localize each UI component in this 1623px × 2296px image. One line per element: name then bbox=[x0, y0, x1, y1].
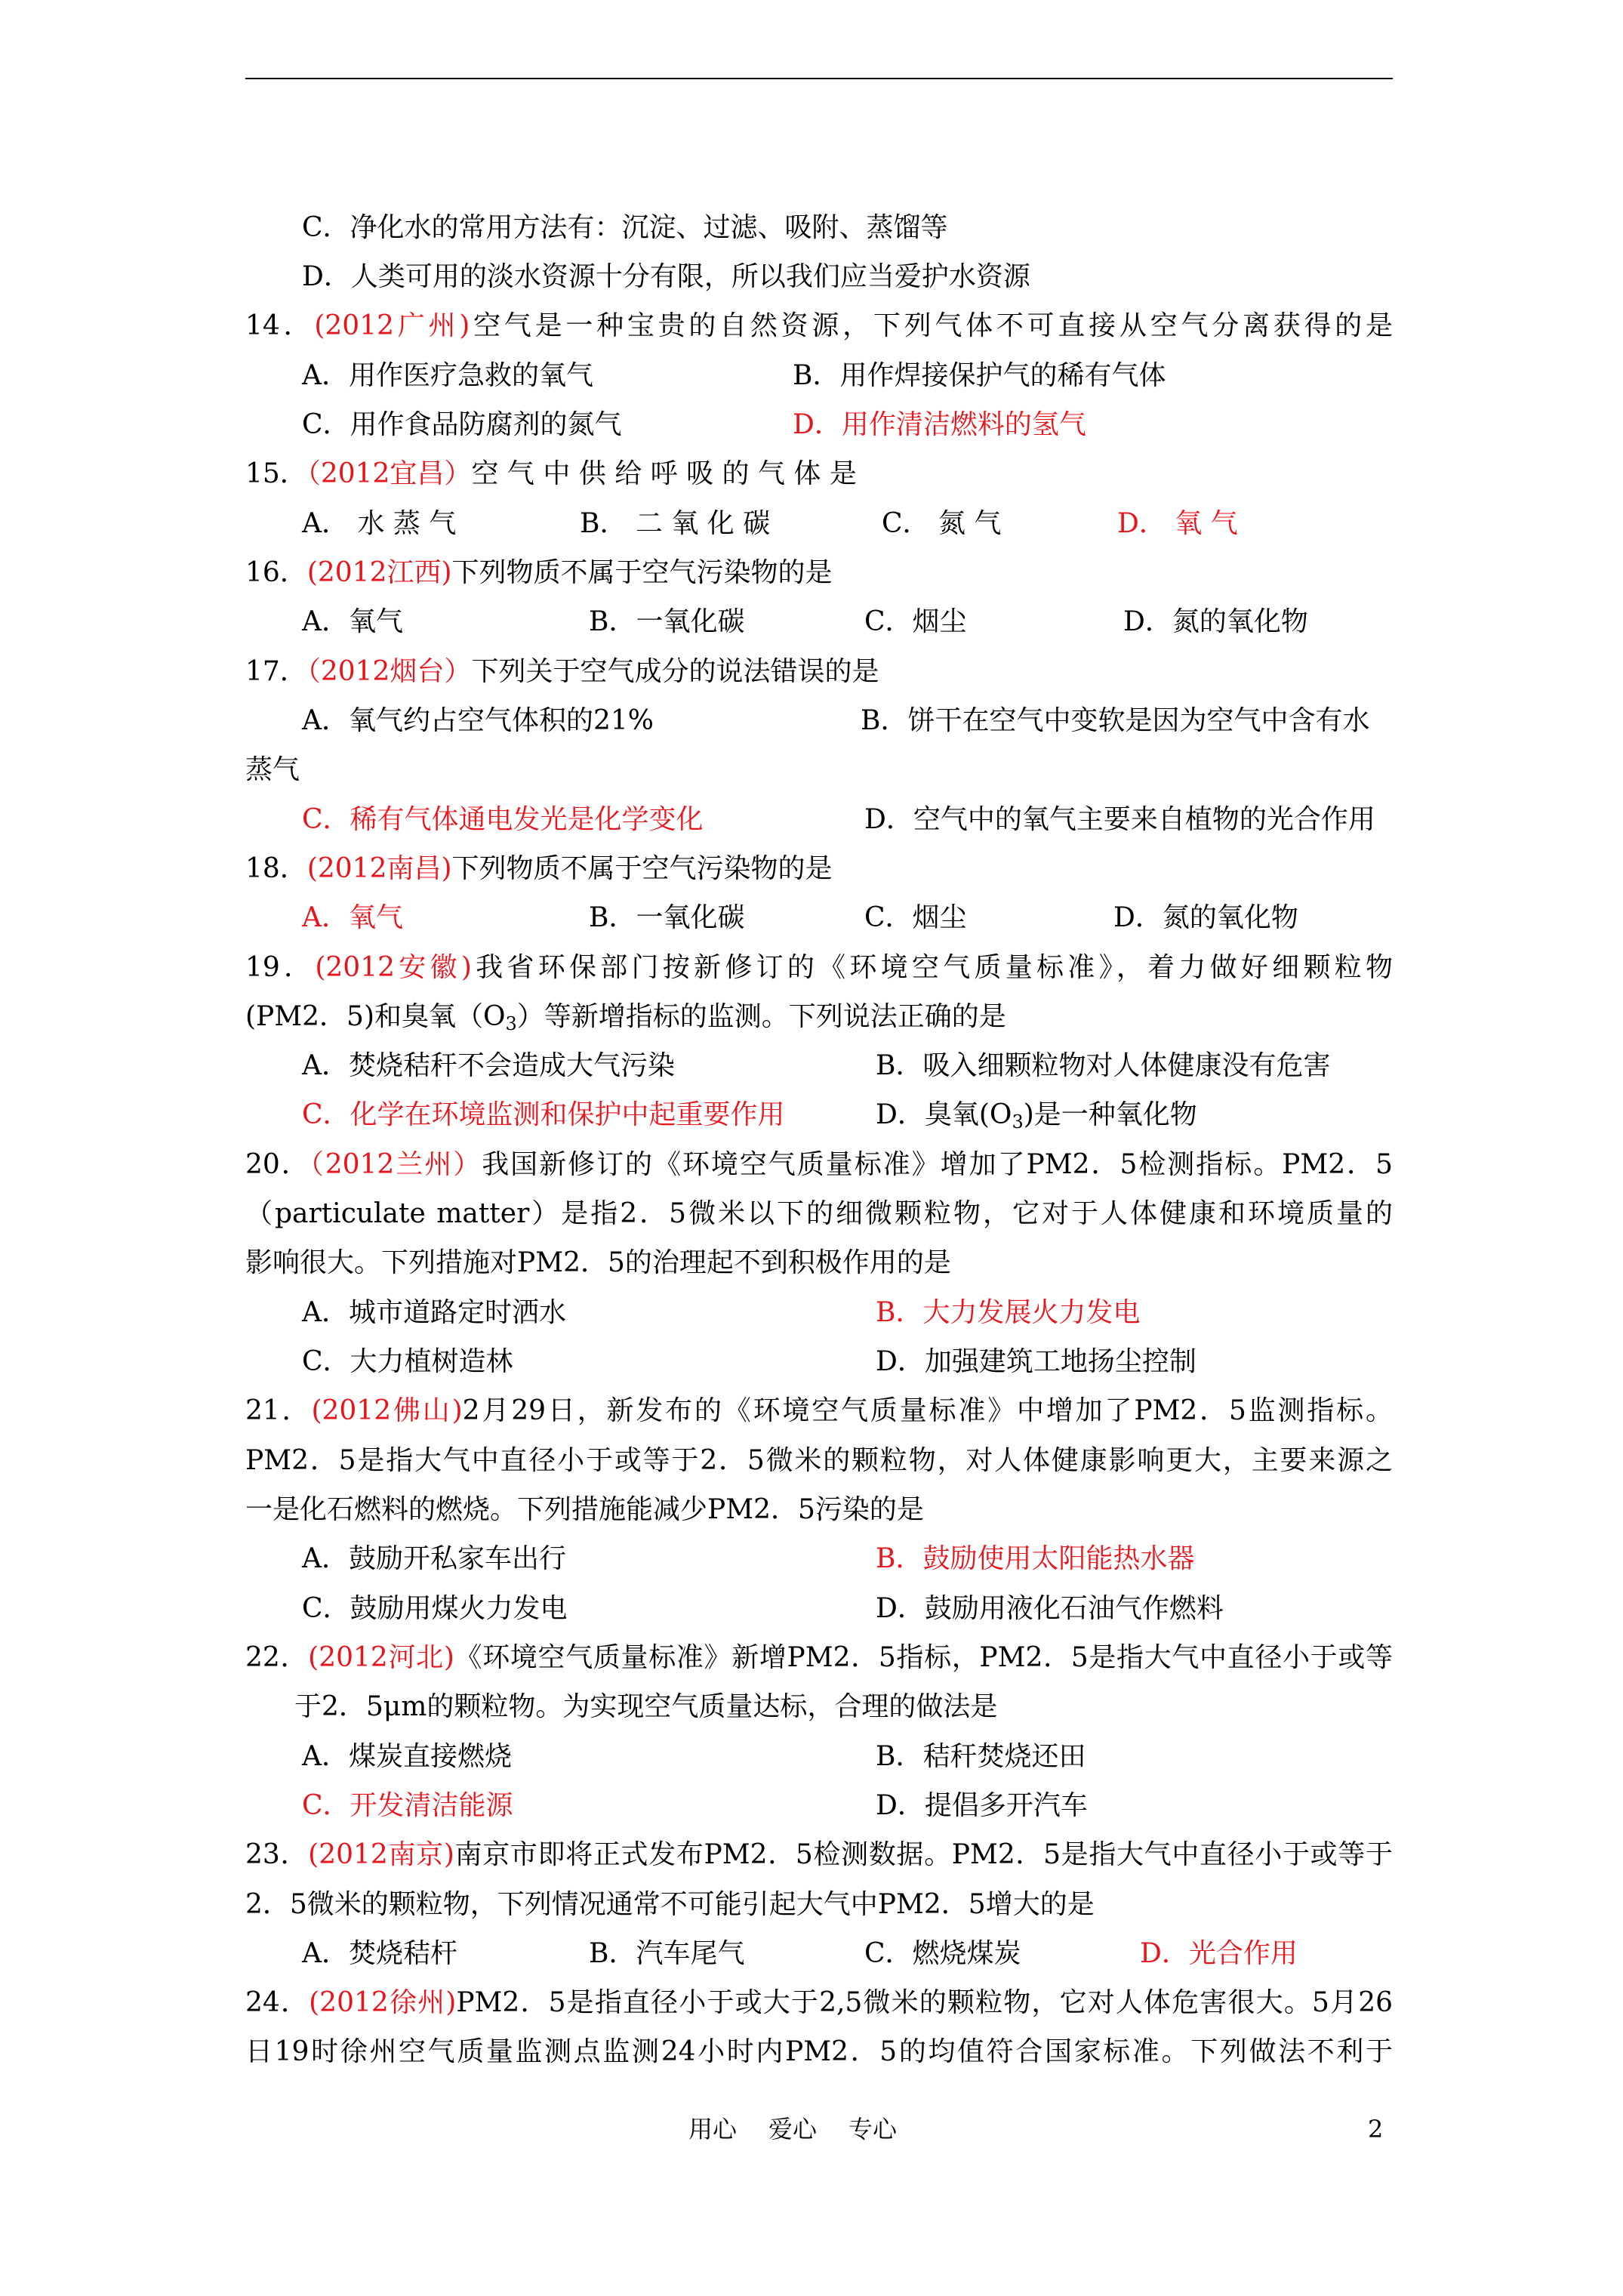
text-run: B．汽车尾气 bbox=[589, 1938, 745, 1969]
text-line bbox=[245, 852, 833, 886]
text-run: PM2．5是指大气中直径小于或等于2．5微米的颗粒物，对人体健康影响更大，主要来源之 bbox=[245, 1445, 1393, 1476]
text-run: D．臭氧(O bbox=[876, 1099, 1012, 1130]
highlighted-text: C．稀有气体通电发光是化学变化 bbox=[302, 804, 704, 835]
text-line bbox=[302, 1049, 675, 1083]
highlighted-text: （2012烟台） bbox=[306, 656, 472, 687]
text-line bbox=[876, 1345, 1196, 1379]
text-run: C．燃烧煤炭 bbox=[864, 1938, 1021, 1969]
text-run: 空气是一种宝贵的自然资源，下列气体不可直接从空气分离获得的是 bbox=[470, 310, 1393, 341]
text-line bbox=[580, 507, 770, 541]
text-run: B．一氧化碳 bbox=[589, 902, 745, 933]
highlighted-text: D．光合作用 bbox=[1140, 1938, 1298, 1969]
text-line bbox=[864, 1937, 1021, 1971]
text-run: B．饼干在空气中变软是因为空气中含有水 bbox=[861, 705, 1370, 736]
text-run: A．氧气 bbox=[302, 606, 403, 637]
text-line bbox=[245, 1493, 924, 1527]
text-line bbox=[245, 1641, 1393, 1675]
text-line bbox=[589, 1937, 744, 1971]
highlighted-text: (2012广州) bbox=[314, 310, 470, 341]
text-line bbox=[302, 704, 654, 738]
text-run: A．鼓励开私家车出行 bbox=[302, 1543, 566, 1574]
page-number: 2 bbox=[1368, 2115, 1384, 2143]
text-line bbox=[245, 1000, 1006, 1034]
text-run: C．净化水的常用方法有：沉淀、过滤、吸附、蒸馏等 bbox=[302, 212, 948, 243]
text-line bbox=[245, 1986, 1393, 2020]
text-line bbox=[864, 606, 967, 639]
text-line bbox=[245, 1247, 951, 1280]
highlighted-text: D． 氧 气 bbox=[1117, 508, 1238, 539]
text-line bbox=[302, 1345, 513, 1379]
text-run: C．鼓励用煤火力发电 bbox=[302, 1593, 568, 1624]
text-run: ）等新增指标的监测。下列说法正确的是 bbox=[516, 1001, 1006, 1032]
text-line bbox=[245, 951, 1393, 985]
text-line bbox=[245, 1444, 1393, 1478]
highlighted-text: (2012徐州) bbox=[309, 1987, 457, 2018]
text-run: A．氧气约占空气体积的21% bbox=[302, 705, 654, 736]
text-line bbox=[245, 2036, 1393, 2069]
text-line bbox=[245, 1197, 1393, 1231]
text-line bbox=[294, 1690, 997, 1724]
text-line bbox=[302, 408, 622, 442]
text-line bbox=[302, 1099, 785, 1132]
text-run: D．提倡多开汽车 bbox=[876, 1790, 1088, 1821]
text-run: 下列关于空气成分的说法错误的是 bbox=[471, 656, 879, 687]
text-run: A．用作医疗急救的氧气 bbox=[302, 360, 593, 391]
text-line bbox=[302, 606, 403, 639]
text-line bbox=[302, 901, 403, 935]
highlighted-text: (2012南京) bbox=[308, 1839, 454, 1870]
text-run: D．鼓励用液化石油气作燃料 bbox=[876, 1593, 1224, 1624]
text-line bbox=[245, 655, 879, 689]
text-run: 南京市即将正式发布PM2．5检测数据。PM2．5是指大气中直径小于或等于 bbox=[454, 1839, 1393, 1870]
text-run: 我国新修订的《环境空气质量标准》增加了PM2．5检测指标。PM2．5 bbox=[482, 1149, 1393, 1180]
subscript: 3 bbox=[1012, 1111, 1024, 1133]
text-run: 2．5微米的颗粒物，下列情况通常不可能引起大气中PM2．5增大的是 bbox=[245, 1889, 1095, 1920]
text-run: A． 水 蒸 气 bbox=[302, 508, 457, 539]
text-line bbox=[245, 556, 833, 590]
text-run: 下列物质不属于空气污染物的是 bbox=[451, 557, 833, 588]
highlighted-text: （2012宜昌） bbox=[306, 458, 472, 489]
text-line bbox=[302, 1542, 566, 1576]
text-run: 16． bbox=[245, 557, 307, 588]
text-line bbox=[876, 1740, 1086, 1774]
text-run: D．氮的氧化物 bbox=[1113, 902, 1298, 933]
text-line bbox=[589, 901, 744, 935]
text-run: A．焚烧秸杆 bbox=[302, 1938, 457, 1969]
highlighted-text: (2012佛山) bbox=[311, 1395, 463, 1426]
text-run: C．用作食品防腐剂的氮气 bbox=[302, 409, 622, 440]
text-run: 下列物质不属于空气污染物的是 bbox=[451, 853, 833, 884]
highlighted-text: (2012南昌) bbox=[306, 853, 452, 884]
text-run: 蒸气 bbox=[245, 754, 300, 785]
text-line bbox=[245, 1395, 1393, 1428]
text-run: A．城市道路定时洒水 bbox=[302, 1297, 566, 1328]
highlighted-text: B．大力发展火力发电 bbox=[876, 1297, 1141, 1328]
text-run: 20． bbox=[245, 1149, 310, 1180]
text-line bbox=[876, 1099, 1197, 1132]
highlighted-text: C．开发清洁能源 bbox=[302, 1790, 513, 1821]
text-line bbox=[302, 803, 704, 837]
text-run: (PM2．5)和臭氧（O bbox=[245, 1001, 506, 1032]
text-line bbox=[302, 1937, 457, 1971]
text-line bbox=[302, 1592, 568, 1626]
text-run: B．用作焊接保护气的稀有气体 bbox=[793, 360, 1166, 391]
text-run: 影响很大。下列措施对PM2．5的治理起不到积极作用的是 bbox=[245, 1247, 951, 1278]
text-line bbox=[1123, 606, 1308, 639]
text-run: 一是化石燃料的燃烧。下列措施能减少PM2．5污染的是 bbox=[245, 1494, 924, 1525]
text-run: 2月29日，新发布的《环境空气质量标准》中增加了PM2．5监测指标。 bbox=[462, 1395, 1393, 1426]
text-run: C．大力植树造林 bbox=[302, 1346, 513, 1377]
text-line bbox=[864, 901, 967, 935]
text-run: 于2．5μm的颗粒物。为实现空气质量达标，合理的做法是 bbox=[294, 1691, 998, 1722]
text-run: 22． bbox=[245, 1642, 309, 1673]
text-line bbox=[1113, 901, 1298, 935]
text-run: （particulate matter）是指2．5微米以下的细微颗粒物，它对于人体健康和环境质量的 bbox=[245, 1198, 1393, 1229]
text-line bbox=[876, 1592, 1224, 1626]
text-line bbox=[1140, 1937, 1298, 1971]
text-run: 14． bbox=[245, 310, 315, 341]
subscript: 3 bbox=[505, 1013, 517, 1034]
text-line bbox=[302, 1296, 566, 1330]
text-run: )是一种氧化物 bbox=[1023, 1099, 1197, 1130]
text-run: 空 气 中 供 给 呼 吸 的 气 体 是 bbox=[471, 458, 857, 489]
text-line bbox=[302, 260, 1030, 294]
text-line bbox=[245, 458, 857, 491]
text-run: B．吸入细颗粒物对人体健康没有危害 bbox=[876, 1050, 1331, 1081]
text-line bbox=[882, 507, 1001, 541]
text-line bbox=[876, 1049, 1330, 1083]
footer-motto-2: 爱心 bbox=[768, 2115, 818, 2143]
footer-motto-3: 专心 bbox=[848, 2115, 898, 2143]
text-line bbox=[302, 507, 456, 541]
highlighted-text: （2012兰州） bbox=[310, 1149, 482, 1180]
highlighted-text: D．用作清洁燃料的氢气 bbox=[793, 409, 1086, 440]
highlighted-text: (2012江西) bbox=[306, 557, 452, 588]
text-run: B．秸秆焚烧还田 bbox=[876, 1741, 1086, 1772]
text-line bbox=[876, 1296, 1140, 1330]
text-line bbox=[793, 408, 1086, 442]
text-run: D．空气中的氧气主要来自植物的光合作用 bbox=[864, 804, 1375, 835]
text-run: B． 二 氧 化 碳 bbox=[580, 508, 771, 539]
highlighted-text: C．化学在环境监测和保护中起重要作用 bbox=[302, 1099, 785, 1130]
text-line bbox=[864, 803, 1375, 837]
text-line bbox=[245, 1148, 1393, 1182]
text-run: 23． bbox=[245, 1839, 309, 1870]
highlighted-text: (2012安徽) bbox=[315, 952, 472, 983]
text-run: 21． bbox=[245, 1395, 312, 1426]
text-run: 19． bbox=[245, 952, 316, 983]
text-line bbox=[1117, 507, 1238, 541]
text-line bbox=[589, 606, 744, 639]
text-run: 24． bbox=[245, 1987, 310, 2018]
text-line bbox=[876, 1542, 1194, 1576]
text-run: C．烟尘 bbox=[864, 902, 967, 933]
text-run: 我省环保部门按新修订的《环境空气质量标准》，着力做好细颗粒物 bbox=[471, 952, 1393, 983]
text-line bbox=[245, 310, 1393, 343]
text-run: D．人类可用的淡水资源十分有限，所以我们应当爱护水资源 bbox=[302, 261, 1030, 292]
text-run: A．煤炭直接燃烧 bbox=[302, 1741, 512, 1772]
text-line bbox=[793, 359, 1166, 393]
text-line bbox=[876, 1789, 1088, 1823]
text-run: 《环境空气质量标准》新增PM2．5指标，PM2．5是指大气中直径小于或等 bbox=[454, 1642, 1393, 1673]
header-rule bbox=[245, 78, 1393, 79]
text-run: 日19时徐州空气质量监测点监测24小时内PM2．5的均值符合国家标准。下列做法不利于 bbox=[245, 2036, 1393, 2067]
text-run: 15． bbox=[245, 458, 307, 489]
text-run: B．一氧化碳 bbox=[589, 606, 745, 637]
text-line bbox=[245, 754, 300, 787]
text-line bbox=[245, 1838, 1393, 1872]
text-run: A．焚烧秸秆不会造成大气污染 bbox=[302, 1050, 675, 1081]
text-line bbox=[302, 359, 593, 393]
text-run: 17． bbox=[245, 656, 307, 687]
text-line bbox=[302, 1740, 512, 1774]
highlighted-text: A．氧气 bbox=[302, 902, 403, 933]
text-run: C． 氮 气 bbox=[882, 508, 1002, 539]
text-run: 18． bbox=[245, 853, 307, 884]
footer-motto-1: 用心 bbox=[688, 2115, 738, 2143]
text-run: D．氮的氧化物 bbox=[1123, 606, 1308, 637]
text-run: C．烟尘 bbox=[864, 606, 967, 637]
text-run: PM2．5是指直径小于或大于2,5微米的颗粒物，它对人体危害很大。5月26 bbox=[456, 1987, 1394, 2018]
highlighted-text: B．鼓励使用太阳能热水器 bbox=[876, 1543, 1195, 1574]
text-line bbox=[245, 1888, 1095, 1922]
text-line bbox=[302, 211, 948, 245]
text-run: D．加强建筑工地扬尘控制 bbox=[876, 1346, 1196, 1377]
text-line bbox=[861, 704, 1369, 738]
text-line bbox=[302, 1789, 513, 1823]
highlighted-text: (2012河北) bbox=[308, 1642, 454, 1673]
